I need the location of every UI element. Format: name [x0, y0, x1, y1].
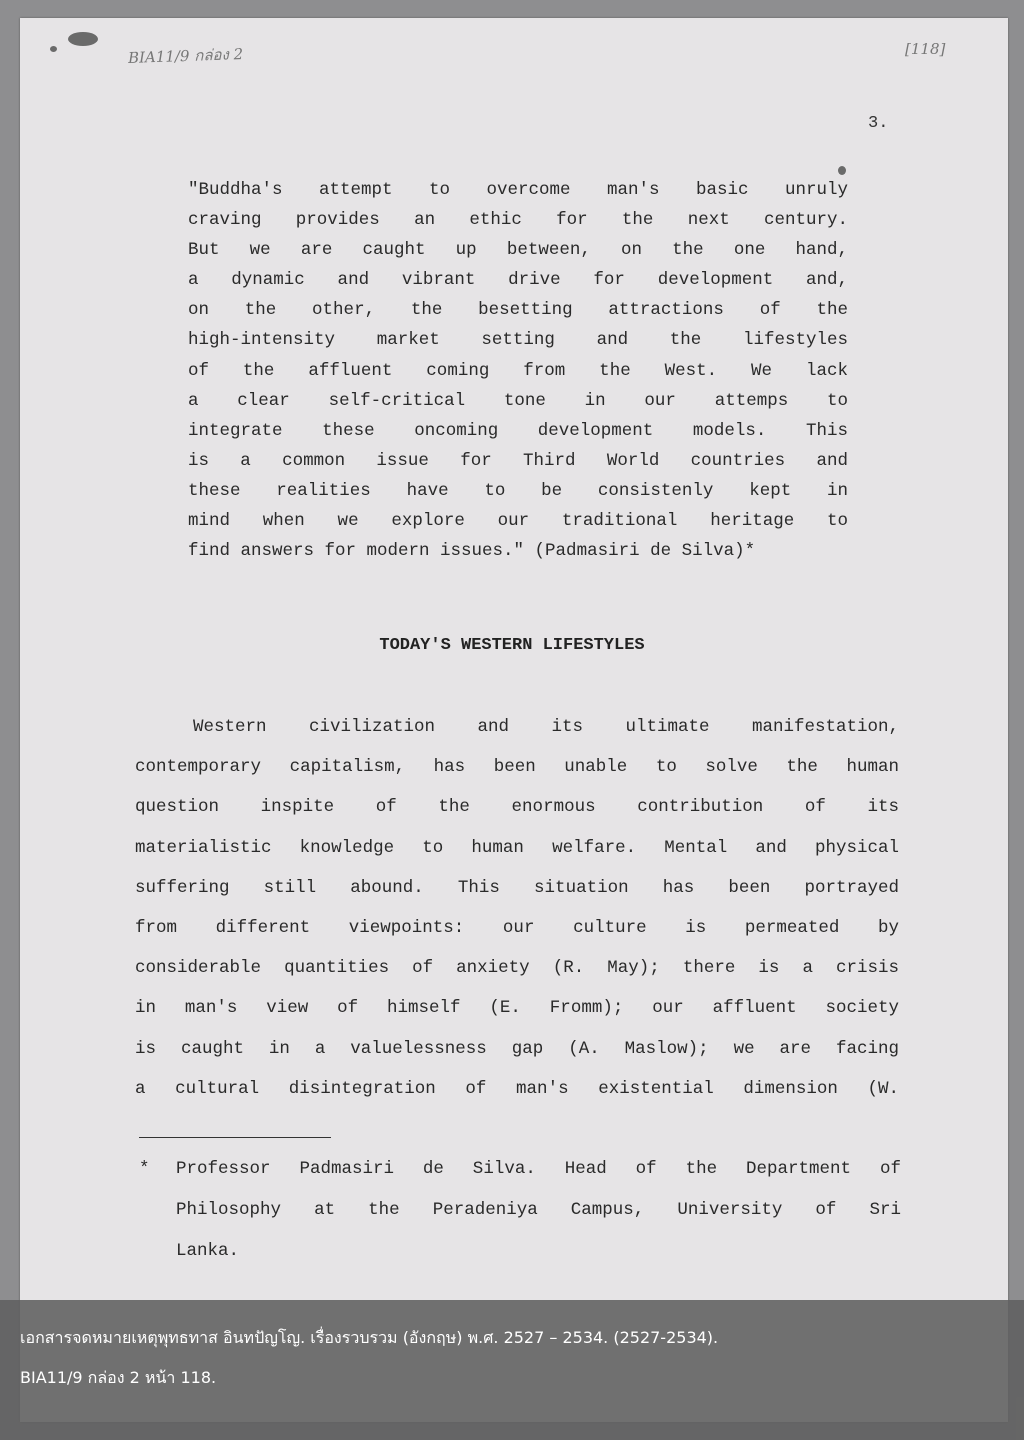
quote-line: a clear self-critical tone in our attemps to	[188, 390, 848, 411]
body-line: contemporary capitalism, has been unable to solve the human	[135, 757, 899, 778]
footnote	[139, 1154, 901, 1277]
block-quote	[188, 175, 848, 566]
quote-line: high-intensity market setting and the lifestyles	[188, 330, 848, 351]
footnote-line: Lanka.	[176, 1241, 240, 1261]
quote-line: mind when we explore our traditional heritage to	[188, 511, 848, 532]
handwritten-page-reference: [118]	[905, 40, 946, 58]
quote-line: "Buddha's attempt to overcome man's basic unruly	[188, 180, 848, 200]
quote-line: on the other, the besetting attractions of the	[188, 300, 848, 321]
body-line: Western civilization and its ultimate manifestation,	[193, 717, 899, 737]
quote-line: is a common issue for Third World countries and	[188, 450, 848, 471]
stain-mark	[50, 46, 57, 52]
quote-line: these realities have to be consistenly kept in	[188, 480, 848, 501]
footnote-marker: *	[139, 1159, 150, 1179]
stain-mark	[838, 166, 846, 175]
quote-line: craving provides an ethic for the next century.	[188, 210, 848, 231]
body-line: a cultural disintegration of man's existential dimension (W.	[135, 1078, 899, 1099]
body-paragraph	[135, 712, 899, 1114]
footnote-line: Philosophy at the Peradeniya Campus, University of Sri	[176, 1200, 901, 1220]
body-line: question inspite of the enormous contribution of its	[135, 797, 899, 818]
quote-line: of the affluent coming from the West. We lack	[188, 360, 848, 381]
body-line: is caught in a valuelessness gap (A. Maslow); we are facing	[135, 1038, 899, 1059]
caption-title: เอกสารจดหมายเหตุพุทธทาส อินทปัญโญ. เรื่องรวบรวม (อังกฤษ) พ.ศ. 2527 – 2534. (2527-2534).	[20, 1328, 719, 1347]
quote-line: integrate these oncoming development models. This	[188, 420, 848, 441]
page-number: 3.	[868, 114, 889, 133]
quote-line: a dynamic and vibrant drive for development and,	[188, 270, 848, 291]
quote-line: find answers for modern issues." (Padmasiri de Silva)*	[188, 541, 756, 562]
stain-mark	[68, 32, 98, 46]
caption-reference: BIA11/9 กล่อง 2 หน้า 118.	[20, 1368, 217, 1387]
body-line: in man's view of himself (E. Fromm); our affluent society	[135, 998, 899, 1019]
body-line: from different viewpoints: our culture is permeated by	[135, 917, 899, 938]
section-heading: TODAY'S WESTERN LIFESTYLES	[379, 636, 645, 655]
footnote-divider	[139, 1137, 331, 1138]
body-line: materialistic knowledge to human welfare. Mental and physical	[135, 837, 899, 858]
quote-line: But we are caught up between, on the one hand,	[188, 240, 848, 261]
handwritten-archive-number: BIA11/9 กล่อง 2	[127, 44, 244, 68]
body-line: considerable quantities of anxiety (R. May); there is a crisis	[135, 958, 899, 979]
body-line: suffering still abound. This situation has been portrayed	[135, 877, 899, 898]
footnote-line: Professor Padmasiri de Silva. Head of the Department of	[176, 1159, 901, 1179]
